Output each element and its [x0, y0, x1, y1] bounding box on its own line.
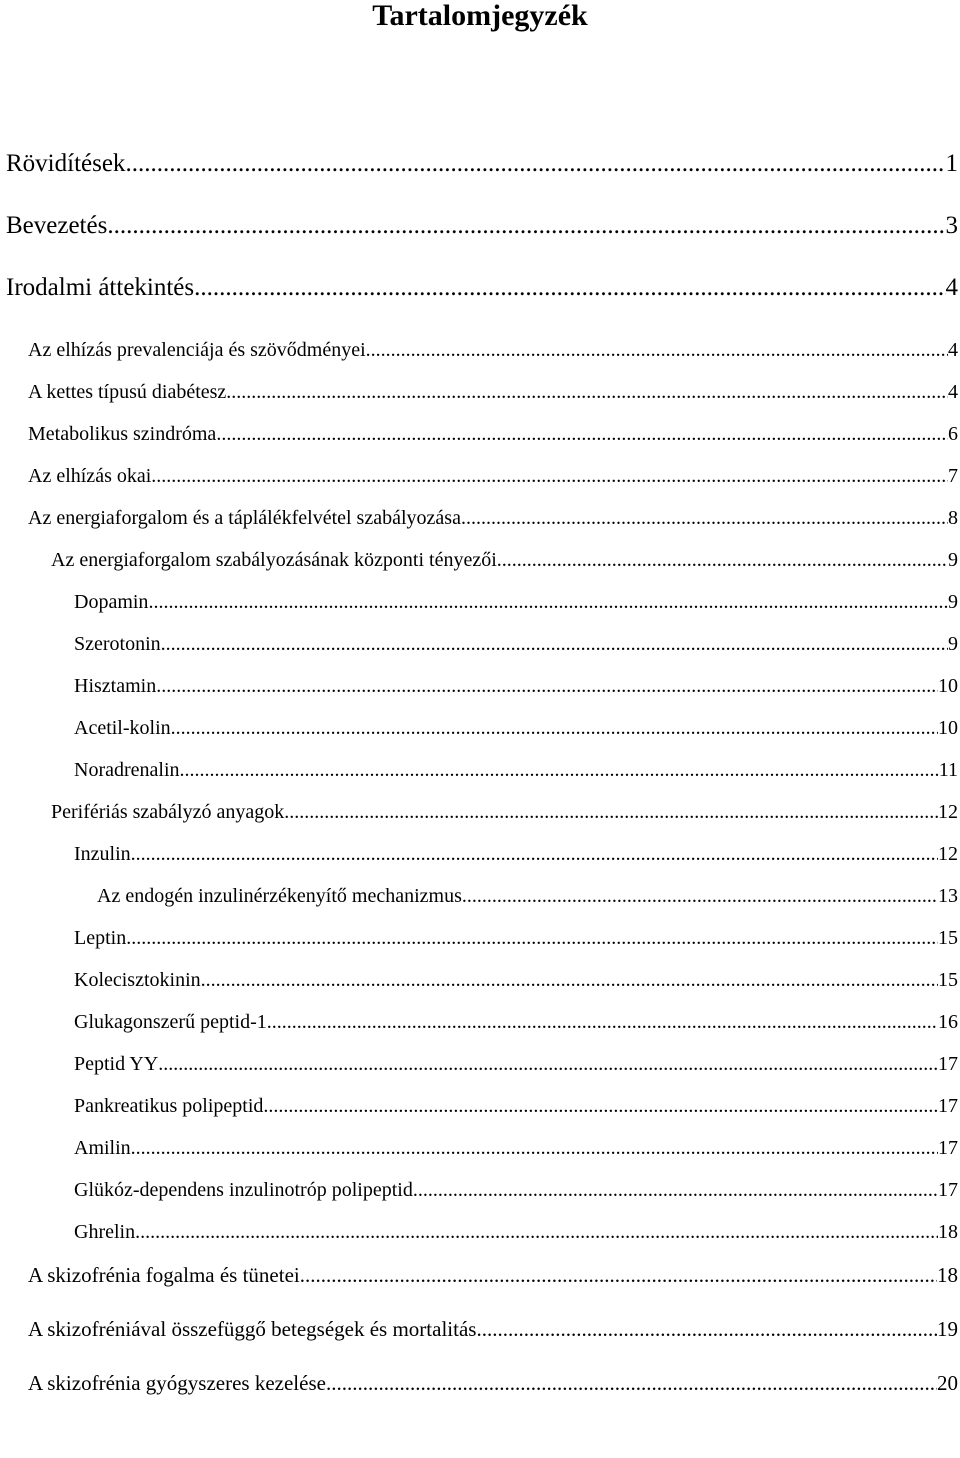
- toc-entry-metabolikus-szindroma[interactable]: [28, 423, 958, 446]
- toc-entry-label: Rövidítések: [6, 150, 126, 177]
- toc-entry-page: 7: [948, 465, 958, 487]
- toc-entry-rovidites[interactable]: [6, 150, 958, 178]
- toc-entry-page: 17: [938, 1095, 958, 1117]
- dot-leader: [226, 381, 948, 404]
- dot-leader: [461, 507, 948, 530]
- toc-entry-page: 8: [948, 507, 958, 529]
- toc-entry-page: 11: [938, 759, 958, 781]
- dot-leader: [284, 801, 938, 824]
- dot-leader: [201, 969, 938, 992]
- dot-leader: [462, 885, 938, 908]
- dot-leader: [151, 465, 948, 488]
- toc-entry-kettes-tipusu-diabetesz[interactable]: [28, 381, 958, 404]
- toc-entry-glukoz-dependens[interactable]: [74, 1179, 958, 1202]
- toc-entry-page: 4: [948, 339, 958, 361]
- toc-entry-label: A skizofrénia fogalma és tünetei: [28, 1263, 300, 1287]
- toc-entry-kozponti-tenyezok[interactable]: [51, 549, 958, 572]
- toc-entry-skizofrenia-fogalma[interactable]: [28, 1263, 958, 1288]
- toc-entry-label: Az elhízás okai: [28, 465, 152, 487]
- dot-leader: [148, 591, 948, 614]
- toc-entry-peptid-yy[interactable]: [74, 1053, 958, 1076]
- toc-entry-page: 10: [938, 717, 958, 739]
- toc-entry-page: 3: [945, 212, 958, 239]
- toc-entry-page: 17: [938, 1179, 958, 1201]
- toc-entry-label: Az endogén inzulinérzékenyítő mechanizmus: [97, 885, 462, 907]
- toc-entry-page: 20: [937, 1371, 958, 1395]
- toc-entry-page: 15: [938, 969, 958, 991]
- toc-entry-inzulin[interactable]: [74, 843, 958, 866]
- dot-leader: [180, 759, 939, 782]
- toc-entry-label: Hisztamin: [74, 675, 157, 697]
- toc-entry-szerotonin[interactable]: [74, 633, 958, 656]
- toc-entry-hisztamin[interactable]: [74, 675, 958, 698]
- dot-leader: [326, 1371, 937, 1396]
- toc-entry-label: Bevezetés: [6, 212, 108, 239]
- toc-entry-amilin[interactable]: [74, 1137, 958, 1160]
- toc-entry-label: Metabolikus szindróma: [28, 423, 217, 445]
- toc-entry-label: Pankreatikus polipeptid: [74, 1095, 264, 1117]
- toc-entry-label: Szerotonin: [74, 633, 161, 655]
- toc-entry-label: Noradrenalin: [74, 759, 180, 781]
- page-title: Tartalomjegyzék: [372, 0, 588, 32]
- toc-entry-label: A skizofréniával összefüggő betegségek és mortalitás: [28, 1317, 477, 1341]
- toc-entry-pankreatikus-polipeptid[interactable]: [74, 1095, 958, 1118]
- toc-entry-label: Az elhízás prevalenciája és szövődményei: [28, 339, 366, 361]
- toc-entry-irodalmi-attekintes[interactable]: [6, 274, 958, 302]
- toc-entry-leptin[interactable]: [74, 927, 958, 950]
- toc-entry-page: 19: [937, 1317, 958, 1341]
- toc-entry-endogen-inzulinerzekenyito[interactable]: [97, 885, 958, 908]
- toc-entry-page: 16: [938, 1011, 958, 1033]
- toc-entry-label: Amilin: [74, 1137, 131, 1159]
- toc-entry-page: 12: [938, 801, 958, 823]
- dot-leader: [135, 1221, 938, 1244]
- toc-entry-label: Az energiaforgalom szabályozásának központi tényezői: [51, 549, 497, 571]
- toc-entry-noradrenalin[interactable]: [74, 759, 958, 782]
- toc-entry-page: 4: [948, 381, 958, 403]
- dot-leader: [171, 717, 938, 740]
- dot-leader: [413, 1179, 938, 1202]
- toc-entry-elhizas-okai[interactable]: [28, 465, 958, 488]
- dot-leader: [300, 1263, 937, 1288]
- toc-entry-label: Glükóz-dependens inzulinotróp polipeptid: [74, 1179, 413, 1201]
- toc-entry-ghrelin[interactable]: [74, 1221, 958, 1244]
- toc-entry-kolecisztokinin[interactable]: [74, 969, 958, 992]
- dot-leader: [476, 1317, 937, 1342]
- toc-entry-label: Acetil-kolin: [74, 717, 171, 739]
- dot-leader: [131, 1137, 938, 1160]
- dot-leader: [131, 843, 938, 866]
- toc-entry-label: A kettes típusú diabétesz: [28, 381, 227, 403]
- toc-entry-page: 10: [938, 675, 958, 697]
- toc-entry-label: Ghrelin: [74, 1221, 136, 1243]
- toc-entry-acetil-kolin[interactable]: [74, 717, 958, 740]
- toc-entry-page: 17: [938, 1137, 958, 1159]
- toc-entry-skizofrenia-betegsegek[interactable]: [28, 1317, 958, 1342]
- toc-entry-page: 17: [938, 1053, 958, 1075]
- toc-entry-label: Inzulin: [74, 843, 131, 865]
- toc-entry-page: 18: [937, 1263, 958, 1287]
- toc-entry-label: A skizofrénia gyógyszeres kezelése: [28, 1371, 326, 1395]
- toc-entry-page: 13: [938, 885, 958, 907]
- dot-leader: [263, 1095, 938, 1118]
- dot-leader: [216, 423, 948, 446]
- toc-entry-page: 6: [948, 423, 958, 445]
- toc-entry-label: Leptin: [74, 927, 127, 949]
- toc-entry-page: 4: [945, 274, 958, 301]
- toc-entry-page: 9: [948, 549, 958, 571]
- dot-leader: [267, 1011, 938, 1034]
- toc-entry-energiaforgalom-taplalekfelvetel[interactable]: [28, 507, 958, 530]
- dot-leader: [156, 675, 938, 698]
- toc-entry-elhizas-prevalencia[interactable]: [28, 339, 958, 362]
- toc-entry-page: 1: [945, 150, 958, 177]
- toc-entry-periferias-szabalyzo[interactable]: [51, 801, 958, 824]
- toc-entry-page: 12: [938, 843, 958, 865]
- dot-leader: [366, 339, 948, 362]
- toc-entry-label: Dopamin: [74, 591, 149, 613]
- toc-entry-dopamin[interactable]: [74, 591, 958, 614]
- toc-entry-page: 15: [938, 927, 958, 949]
- toc-entry-bevezetes[interactable]: [6, 212, 958, 240]
- toc-entry-label: Kolecisztokinin: [74, 969, 201, 991]
- dot-leader: [161, 633, 948, 656]
- dot-leader: [126, 927, 938, 950]
- dot-leader: [158, 1053, 938, 1076]
- toc-entry-skizofrenia-gyogyszeres[interactable]: [28, 1371, 958, 1396]
- toc-entry-page: 9: [948, 633, 958, 655]
- dot-leader: [497, 549, 948, 572]
- toc-entry-label: Perifériás szabályzó anyagok: [51, 801, 285, 823]
- toc-entry-label: Peptid YY: [74, 1053, 159, 1075]
- toc-entry-label: Az energiaforgalom és a táplálékfelvétel szabályozása: [28, 507, 461, 529]
- toc-entry-page: 18: [938, 1221, 958, 1243]
- dot-leader: [107, 212, 945, 240]
- toc-entry-label: Glukagonszerű peptid-1: [74, 1011, 267, 1033]
- dot-leader: [125, 150, 945, 178]
- dot-leader: [194, 274, 945, 302]
- toc-entry-label: Irodalmi áttekintés: [6, 274, 195, 301]
- toc-entry-page: 9: [948, 591, 958, 613]
- toc-entry-glukagonszeru-peptid[interactable]: [74, 1011, 958, 1034]
